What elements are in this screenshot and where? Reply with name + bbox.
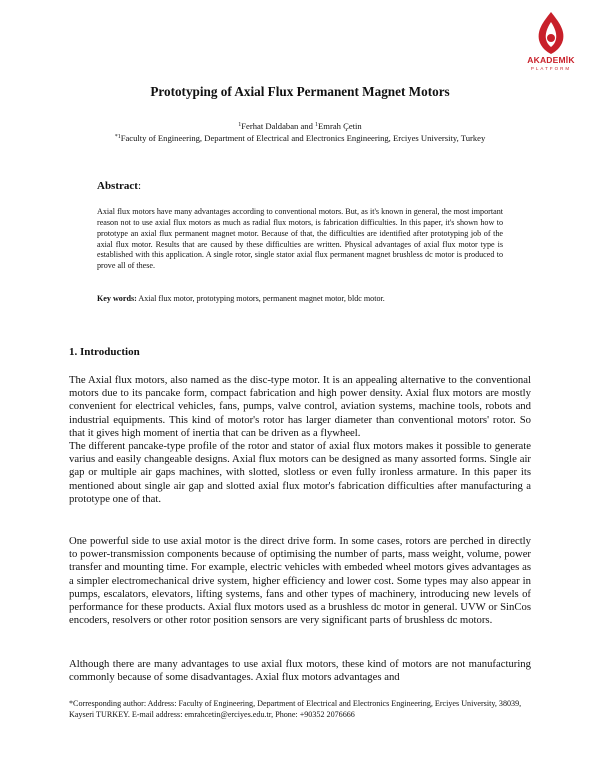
intro-paragraph-1a: The Axial flux motors, also named as the disc-type motor. It is an appealing alternative to the conventional motors due to its pancake form, compact fabrication and high power density. Axial flux motors are mostly convenient for electrical vehicles, fans, pumps, valve control, aviation systems, machine tools, robots and industrial equipments. This kind of motor's rotor has larger diameter than conventional motors' rotor. So that it gives high moment of inertia that can be driven as a flywheel. xyxy=(69,374,531,439)
abstract-heading xyxy=(97,180,141,192)
corresponding-author-footnote: *Corresponding author: Address: Faculty of Engineering, Department of Electrical and Electronics Engineering, Erciyes University, 38039, Kayseri TURKEY. E-mail address: emrahcetin@erciyes.edu.tr, Phone: +90352 2076666 xyxy=(69,699,522,719)
intro-paragraph-3: Although there are many advantages to use axial flux motors, these kind of motors are not manufacturing commonly because of some disadvantages. Axial flux motors advantages and xyxy=(69,658,531,684)
logo-subtitle: PLATFORM xyxy=(530,66,572,71)
keywords xyxy=(97,294,503,303)
intro-paragraph-1b: The different pancake-type profile of the rotor and stator of axial flux motors makes it possible to generate varius and easily changeable designs. Axial flux motors can be designed as many assorted forms. Single air gap or multiple air gaps machines, with slotted, slotless or even fully ironless armature. In this paper its mentioned about single air gap and slotted axial flux motor's fabrication difficulties after manufacturing a prototype one of that. xyxy=(69,440,531,505)
section-heading-introduction: 1. Introduction xyxy=(69,346,140,358)
keywords-text: Axial flux motor, prototyping motors, permanent magnet motor, bldc motor. xyxy=(136,294,385,303)
authors xyxy=(0,121,600,131)
author2: Emrah Çetin xyxy=(318,121,362,131)
author2-sup: 1 xyxy=(315,122,319,128)
paper-title: Prototyping of Axial Flux Permanent Magnet Motors xyxy=(150,84,450,99)
affiliation-sup: *1 xyxy=(114,134,121,140)
affiliation-text: Faculty of Engineering, Department of Electrical and Electronics Engineering, Erciyes University, Turkey xyxy=(120,133,486,143)
author1: Ferhat Daldaban and xyxy=(241,121,316,131)
abstract-heading-text: Abstract xyxy=(97,180,138,192)
author1-sup: 1 xyxy=(238,122,242,128)
abstract-body: Axial flux motors have many advantages according to conventional motors. But, as it's known in general, the most important reason not to use axial flux motors as much as radial flux motors, is fabrication difficulties. In this paper, it's shown how to prototype an axial flux permanent magnet motor. Because of that, the difficulties are identified after prototyping job of the axial flux motor. Results that are caused by these difficulties are written. Physical advantages of axial flux motor type is established with this application. A single rotor, single stator axial flux permanent magnet brushless dc motor is produced to prove all of these. xyxy=(97,207,503,271)
intro-paragraph-2: One powerful side to use axial motor is the direct drive form. In some cases, rotors are perched in directly to power-transmission components because of optimising the number of parts, mass weight, volume, power transfer and mounting time. For example, electric vehicles with embeded wheel motors gives advantages as a simpler electromechanical drive system, higher efficiency and lower cost. Some types may also appear in pumps, escalators, elevators, lifting systems, fans and other types of machinery, introducing new levels of performance for these products. Axial flux motors used as a brushless dc motor in general. UVW or SinCos encoders, resolvers or other rotor position sensors are very significant parts of brushless dc motors. xyxy=(69,535,531,627)
keywords-label: Key words: xyxy=(97,294,137,303)
intro-paragraph-1 xyxy=(69,374,531,506)
abstract-heading-colon: : xyxy=(137,180,141,192)
logo-name: AKADEMİK xyxy=(527,55,575,65)
affiliation xyxy=(0,133,600,143)
